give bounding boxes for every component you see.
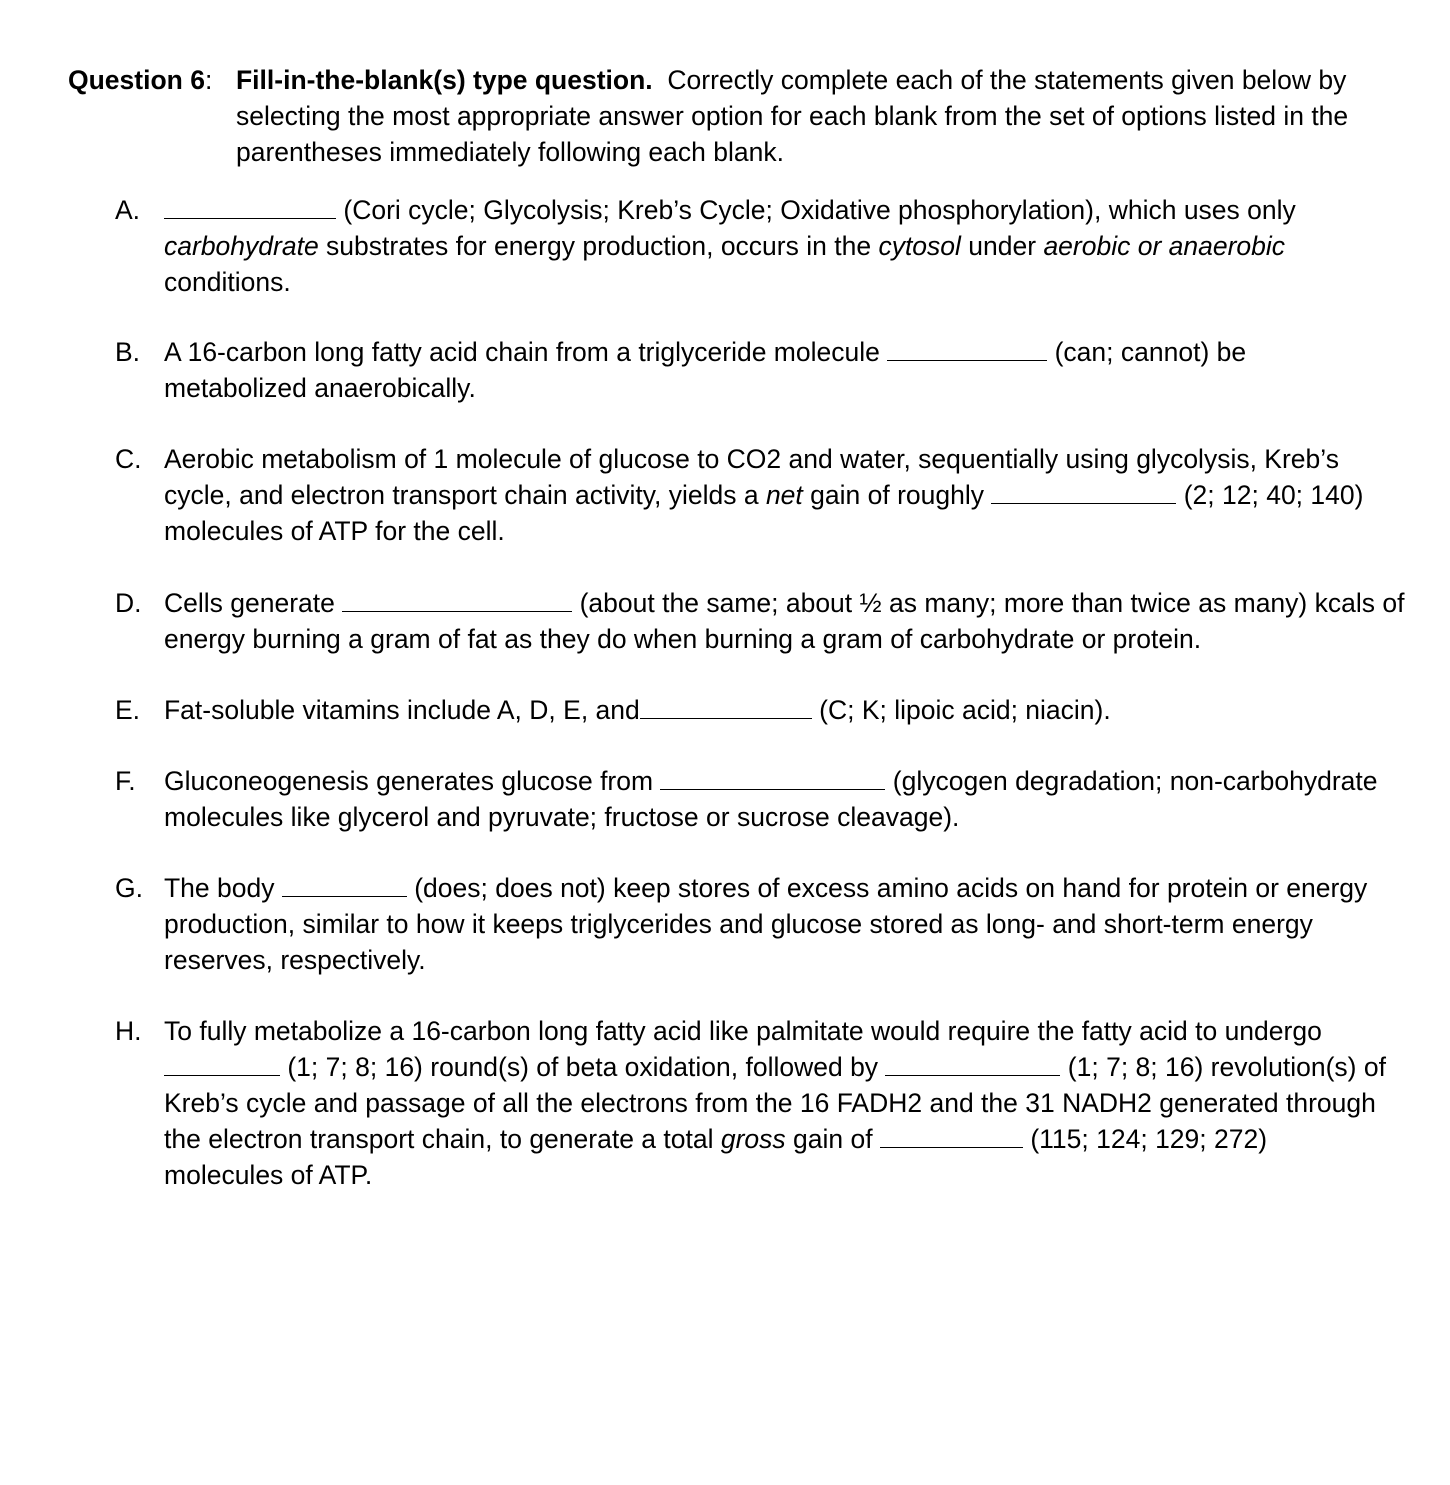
item-a-italic-aerobic: aerobic or anaerobic <box>1043 231 1286 261</box>
item-b-text: A 16-carbon long fatty acid chain from a triglyceride molecule <box>164 337 888 367</box>
item-letter: A. <box>115 195 141 225</box>
item-e-options: (C; K; lipoic acid; niacin). <box>811 695 1111 725</box>
instruction-line-1: Correctly complete each of the statements given below by <box>667 65 1347 95</box>
answer-blank-h1[interactable] <box>164 1051 280 1076</box>
item-a-italic-carbohydrate: carbohydrate <box>164 231 319 261</box>
item-c-italic-net: net <box>765 480 803 510</box>
item-a-text: conditions. <box>164 267 291 297</box>
answer-blank-a[interactable] <box>164 194 336 219</box>
item-letter: F. <box>115 766 136 796</box>
instruction-line-2: selecting the most appropriate answer option for each blank from the set of options listed in the <box>236 101 1349 131</box>
question-colon: : <box>204 65 213 95</box>
item-a-italic-cytosol: cytosol <box>878 231 961 261</box>
item-c-text: cycle, and electron transport chain activity, yields a <box>164 480 766 510</box>
item-a-text: substrates for energy production, occurs in the <box>318 231 879 261</box>
item-g-text: The body <box>164 873 282 903</box>
item-letter: C. <box>115 444 142 474</box>
item-h-text: molecules of ATP. <box>164 1160 373 1190</box>
answer-blank-g[interactable] <box>282 872 407 897</box>
item-a-options: (Cori cycle; Glycolysis; Kreb’s Cycle; Oxidative phosphorylation), which uses only <box>343 195 1296 225</box>
item-f-text: Gluconeogenesis generates glucose from <box>164 766 661 796</box>
item-h-text: To fully metabolize a 16-carbon long fatty acid like palmitate would require the fatty acid to undergo <box>164 1016 1322 1046</box>
question-number: Question 6 <box>68 65 205 95</box>
item-c-text: molecules of ATP for the cell. <box>164 516 505 546</box>
instruction-line-3: parentheses immediately following each blank. <box>236 137 784 167</box>
item-c-text: Aerobic metabolism of 1 molecule of glucose to CO2 and water, sequentially using glycolysis, Kreb’s <box>164 444 1339 474</box>
item-b-text: metabolized anaerobically. <box>164 373 476 403</box>
answer-blank-h3[interactable] <box>880 1123 1023 1148</box>
item-g-options: (does; does not) keep stores of excess amino acids on hand for protein or energy <box>406 873 1368 903</box>
item-h-text: gain of <box>785 1124 880 1154</box>
question-heading: Fill-in-the-blank(s) type question. <box>236 65 653 95</box>
item-c-options: (2; 12; 40; 140) <box>1176 480 1364 510</box>
item-b-options: (can; cannot) be <box>1047 337 1247 367</box>
answer-blank-d[interactable] <box>342 587 572 612</box>
item-a-text: under <box>960 231 1044 261</box>
answer-blank-b[interactable] <box>887 336 1047 361</box>
item-h-options: (115; 124; 129; 272) <box>1022 1124 1268 1154</box>
item-letter: D. <box>115 588 142 618</box>
item-g-text: production, similar to how it keeps triglycerides and glucose stored as long- and short-term energy <box>164 909 1313 939</box>
item-letter: G. <box>115 873 143 903</box>
answer-blank-c[interactable] <box>991 479 1176 504</box>
item-e-text: Fat-soluble vitamins include A, D, E, and <box>164 695 640 725</box>
item-letter: H. <box>115 1016 142 1046</box>
item-d-options: (about the same; about ½ as many; more than twice as many) kcals of <box>572 588 1405 618</box>
item-h-italic-gross: gross <box>720 1124 786 1154</box>
answer-blank-e[interactable] <box>640 694 812 719</box>
item-h-text: the electron transport chain, to generate a total <box>164 1124 721 1154</box>
item-letter: E. <box>115 695 141 725</box>
item-h-text: Kreb’s cycle and passage of all the electrons from the 16 FADH2 and the 31 NADH2 generated through <box>164 1088 1376 1118</box>
answer-blank-h2[interactable] <box>885 1051 1060 1076</box>
item-d-text: Cells generate <box>164 588 343 618</box>
question-instructions <box>236 62 1406 170</box>
item-c-text: gain of roughly <box>802 480 992 510</box>
item-h-options: (1; 7; 8; 16) revolution(s) of <box>1060 1052 1386 1082</box>
item-d-text: energy burning a gram of fat as they do when burning a gram of carbohydrate or protein. <box>164 624 1202 654</box>
answer-blank-f[interactable] <box>660 765 885 790</box>
item-f-options: molecules like glycerol and pyruvate; fructose or sucrose cleavage). <box>164 802 960 832</box>
question-label <box>68 62 212 98</box>
item-g-text: reserves, respectively. <box>164 945 426 975</box>
item-letter: B. <box>115 337 141 367</box>
item-f-options: (glycogen degradation; non-carbohydrate <box>885 766 1378 796</box>
item-h-options: (1; 7; 8; 16) round(s) of beta oxidation, followed by <box>280 1052 886 1082</box>
